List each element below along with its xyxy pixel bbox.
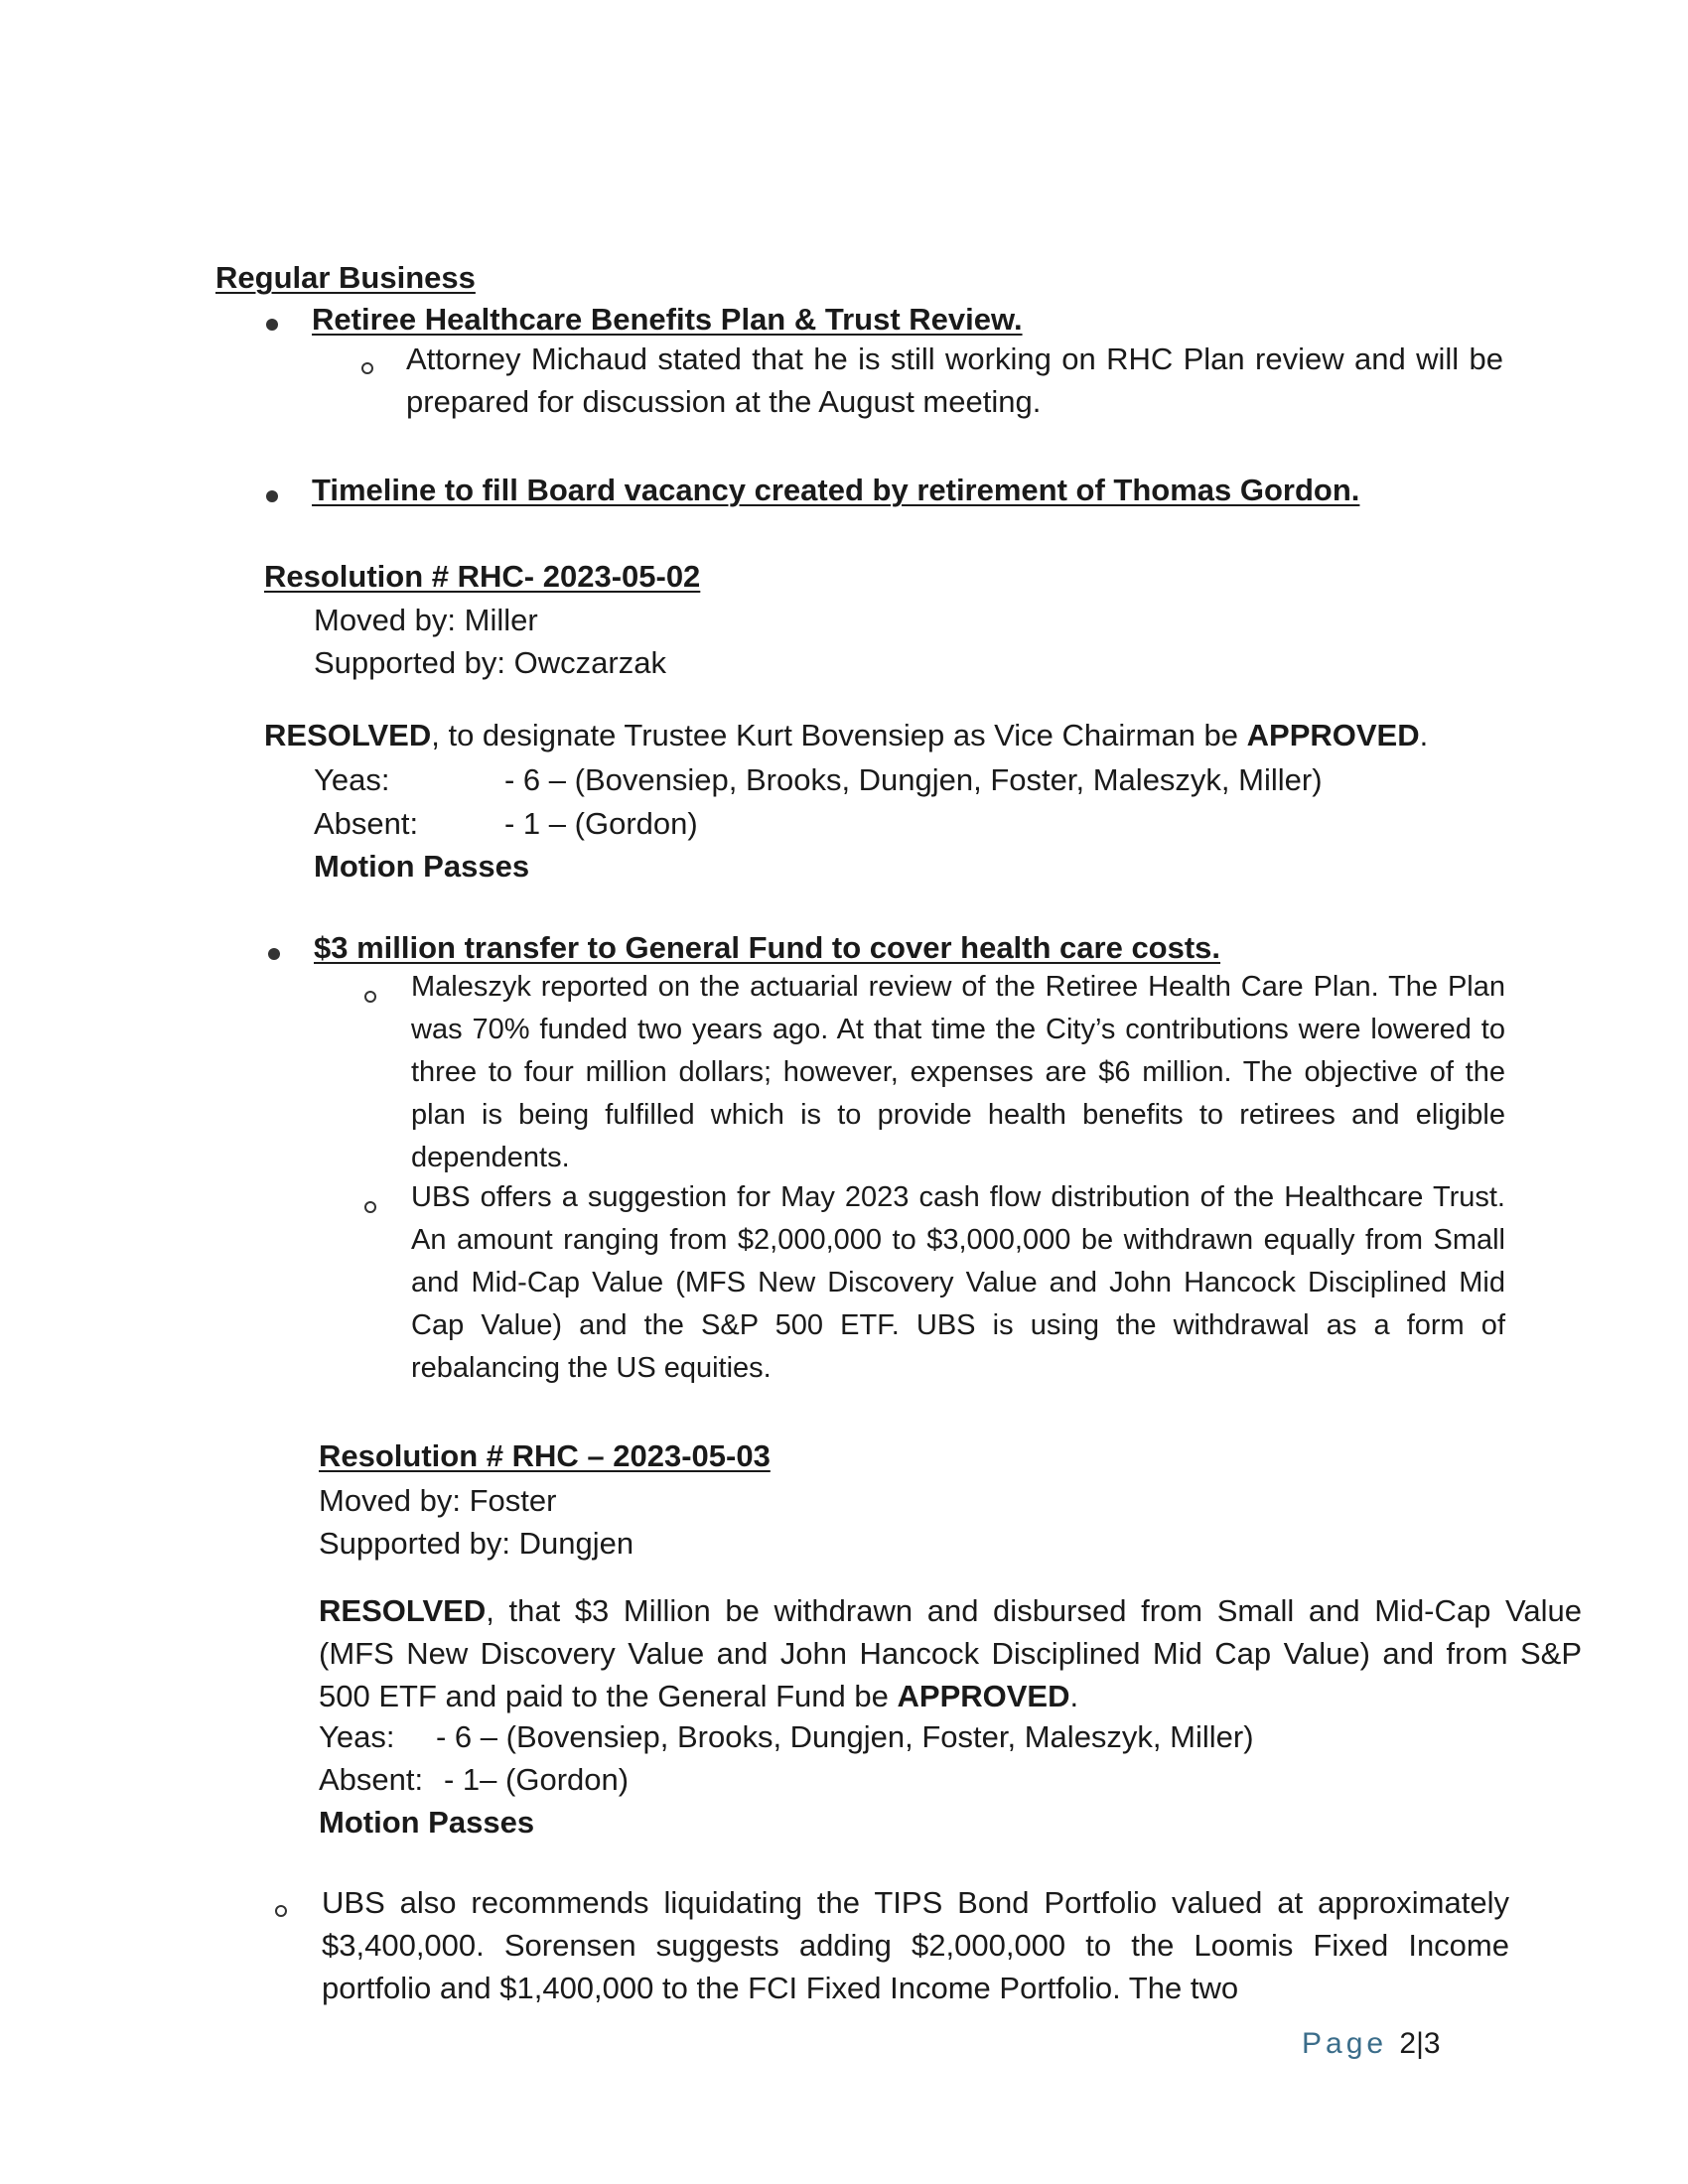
resolved-word: RESOLVED (319, 1593, 487, 1628)
section-title: Regular Business (215, 260, 476, 295)
resolution-title: Resolution # RHC – 2023-05-03 (319, 1438, 771, 1473)
bullet-icon (266, 319, 278, 331)
resolved-text: , to designate Trustee Kurt Bovensiep as Vice Chairman be (431, 718, 1247, 752)
approved-word: APPROVED (1246, 718, 1420, 752)
item-retiree-healthcare-note (406, 338, 1503, 423)
sub-bullet-icon (361, 362, 373, 374)
period: . (1419, 718, 1429, 752)
vote-yeas (314, 758, 1323, 802)
resolved-text: , that $3 Million be withdrawn and disbursed from Small and Mid-Cap Value (MFS New Discovery Value and John Hancock Disciplined Mid Cap Value) and from S&P 500 ETF and paid to the General Fund be (319, 1593, 1582, 1713)
page-current: 2 (1399, 2027, 1417, 2060)
vote-yeas (319, 1715, 1254, 1759)
sub-bullet-icon (364, 991, 376, 1003)
vote-absent (314, 802, 698, 846)
sub-bullet-icon (364, 1201, 376, 1213)
moved-by: Moved by: Foster (319, 1483, 557, 1518)
item-board-vacancy-title: Timeline to fill Board vacancy created by retirement of Thomas Gordon. (312, 473, 1360, 507)
moved-by: Moved by: Miller (314, 603, 538, 637)
ubs-suggestion-note (411, 1176, 1505, 1390)
yeas-value: - 6 – (Bovensiep, Brooks, Dungjen, Foster, Maleszyk, Miller) (436, 1719, 1254, 1754)
vote-absent (319, 1758, 629, 1802)
yeas-value: - 6 – (Bovensiep, Brooks, Dungjen, Foster, Maleszyk, Miller) (504, 762, 1323, 797)
resolved-statement (319, 1589, 1582, 1717)
tips-liquidation-note (322, 1881, 1509, 2009)
page-word: Page (1302, 2027, 1388, 2060)
note-text: Attorney Michaud stated that he is still working on RHC Plan review and will be prepared for discussion at the August meeting. (406, 341, 1503, 419)
absent-value: - 1– (Gordon) (444, 1762, 630, 1797)
absent-label: Absent: (314, 806, 419, 841)
yeas-label: Yeas: (319, 1719, 395, 1754)
period: . (1069, 1679, 1079, 1713)
resolved-word: RESOLVED (264, 718, 432, 752)
resolution-title: Resolution # RHC- 2023-05-02 (264, 559, 701, 594)
absent-label: Absent: (319, 1762, 424, 1797)
actuarial-review-note (411, 966, 1505, 1179)
page-separator: | (1416, 2027, 1424, 2060)
approved-word: APPROVED (897, 1679, 1070, 1713)
supported-by: Supported by: Dungjen (319, 1526, 634, 1561)
motion-result: Motion Passes (319, 1805, 535, 1840)
supported-by: Supported by: Owczarzak (314, 645, 666, 680)
bullet-icon (268, 948, 280, 960)
motion-result: Motion Passes (314, 849, 530, 884)
page-total: 3 (1423, 2027, 1441, 2060)
note-text: UBS also recommends liquidating the TIPS Bond Portfolio valued at approximately $3,400,000. Sorensen suggests adding $2,000,000 to the Loomis Fixed Income portfolio and $1,400,000 to the FCI Fixed Income Portfolio. The two (322, 1885, 1509, 2005)
absent-value: - 1 – (Gordon) (504, 806, 698, 841)
item-transfer-title: $3 million transfer to General Fund to cover health care costs. (314, 930, 1221, 965)
page-number (1302, 2027, 1441, 2061)
yeas-label: Yeas: (314, 762, 390, 797)
sub-bullet-icon (275, 1905, 287, 1917)
resolved-body (319, 1589, 1582, 1717)
note-text: Maleszyk reported on the actuarial review of the Retiree Health Care Plan. The Plan was 70% funded two years ago. At that time the City’s contributions were lowered to three to four million dollars; however, expenses are $6 million. The objective of the plan is being fulfilled which is to provide health benefits to retirees and eligible dependents. (411, 971, 1505, 1173)
resolved-statement (264, 714, 1428, 756)
note-text: UBS offers a suggestion for May 2023 cash flow distribution of the Healthcare Trust. An amount ranging from $2,000,000 to $3,000,000 be withdrawn equally from Small and Mid-Cap Value (MFS New Discovery Value and John Hancock Disciplined Mid Cap Value) and the S&P 500 ETF. UBS is using the withdrawal as a form of rebalancing the US equities. (411, 1181, 1505, 1384)
item-retiree-healthcare-title: Retiree Healthcare Benefits Plan & Trust Review. (312, 302, 1023, 337)
bullet-icon (266, 490, 278, 502)
